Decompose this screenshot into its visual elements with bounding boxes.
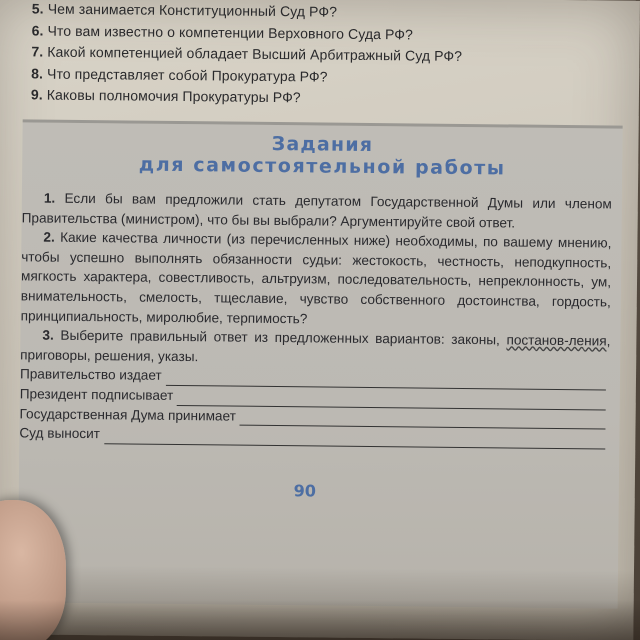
- answer-blank-line[interactable]: [104, 430, 606, 449]
- task-2: [21, 228, 612, 332]
- task-text: Выберите правильный ответ из предложенных вариантов: законы,: [60, 327, 500, 348]
- question-number: 8.: [31, 64, 44, 82]
- fill-in-label: Президент подписывает: [19, 386, 174, 403]
- question-number: 5.: [31, 0, 44, 17]
- bottom-shadow: [0, 600, 640, 640]
- task-text: Какие качества личности (из перечисленных ниже) необходимы, по вашему мнению, чтобы успешно выполнять обязанности судьи: жестокость, честность, неподкупность, мягкость характера, совестливость, альтруизм, последовательность, непреклонность, ум, внимательность, смелость, тщеславие, чувство собственного достоинства, гордость, принципиальность, миролюбие, терпимость?: [20, 229, 612, 326]
- tasks-body: [19, 188, 612, 449]
- question-text: Каковы полномочия Прокуратуры РФ?: [46, 86, 301, 106]
- question-number: 6.: [31, 21, 44, 39]
- question-text: Какой компетенцией обладает Высший Арбитражный Суд РФ?: [47, 43, 463, 64]
- question-item: [31, 84, 591, 111]
- task-1: [22, 188, 612, 233]
- question-text: Что вам известно о компетенции Верховного Суда РФ?: [47, 22, 414, 42]
- page-number: 90: [293, 481, 317, 501]
- task-number: 3.: [42, 327, 54, 343]
- question-number: 7.: [31, 43, 44, 60]
- task-text-after: , приговоры, решения, указы.: [20, 333, 611, 364]
- self-study-tasks-box: [18, 119, 623, 608]
- task-number: 2.: [43, 229, 55, 245]
- tasks-title-line1: Задания: [271, 132, 374, 157]
- struck-word: постанов-ления: [506, 332, 607, 349]
- review-questions-list: [31, 0, 592, 112]
- fill-in-label: Правительство издает: [19, 366, 162, 384]
- question-number: 9.: [30, 86, 43, 103]
- question-text: Что представляет собой Прокуратура РФ?: [46, 65, 328, 85]
- tasks-title-line2: для самостоятельной работы: [138, 153, 506, 180]
- fill-in-label: Государственная Дума принимает: [19, 405, 236, 424]
- task-number: 1.: [43, 190, 56, 206]
- task-text: Если бы вам предложили стать депутатом Государственной Думы или членом Правительства (министром), что бы вы выбрали? Аргументируйте свой ответ.: [21, 190, 612, 231]
- task-3: [20, 325, 610, 370]
- fill-in-label: Суд выносит: [19, 425, 101, 442]
- tasks-heading: [22, 122, 623, 180]
- question-text: Чем занимается Конституционный Суд РФ?: [47, 0, 338, 20]
